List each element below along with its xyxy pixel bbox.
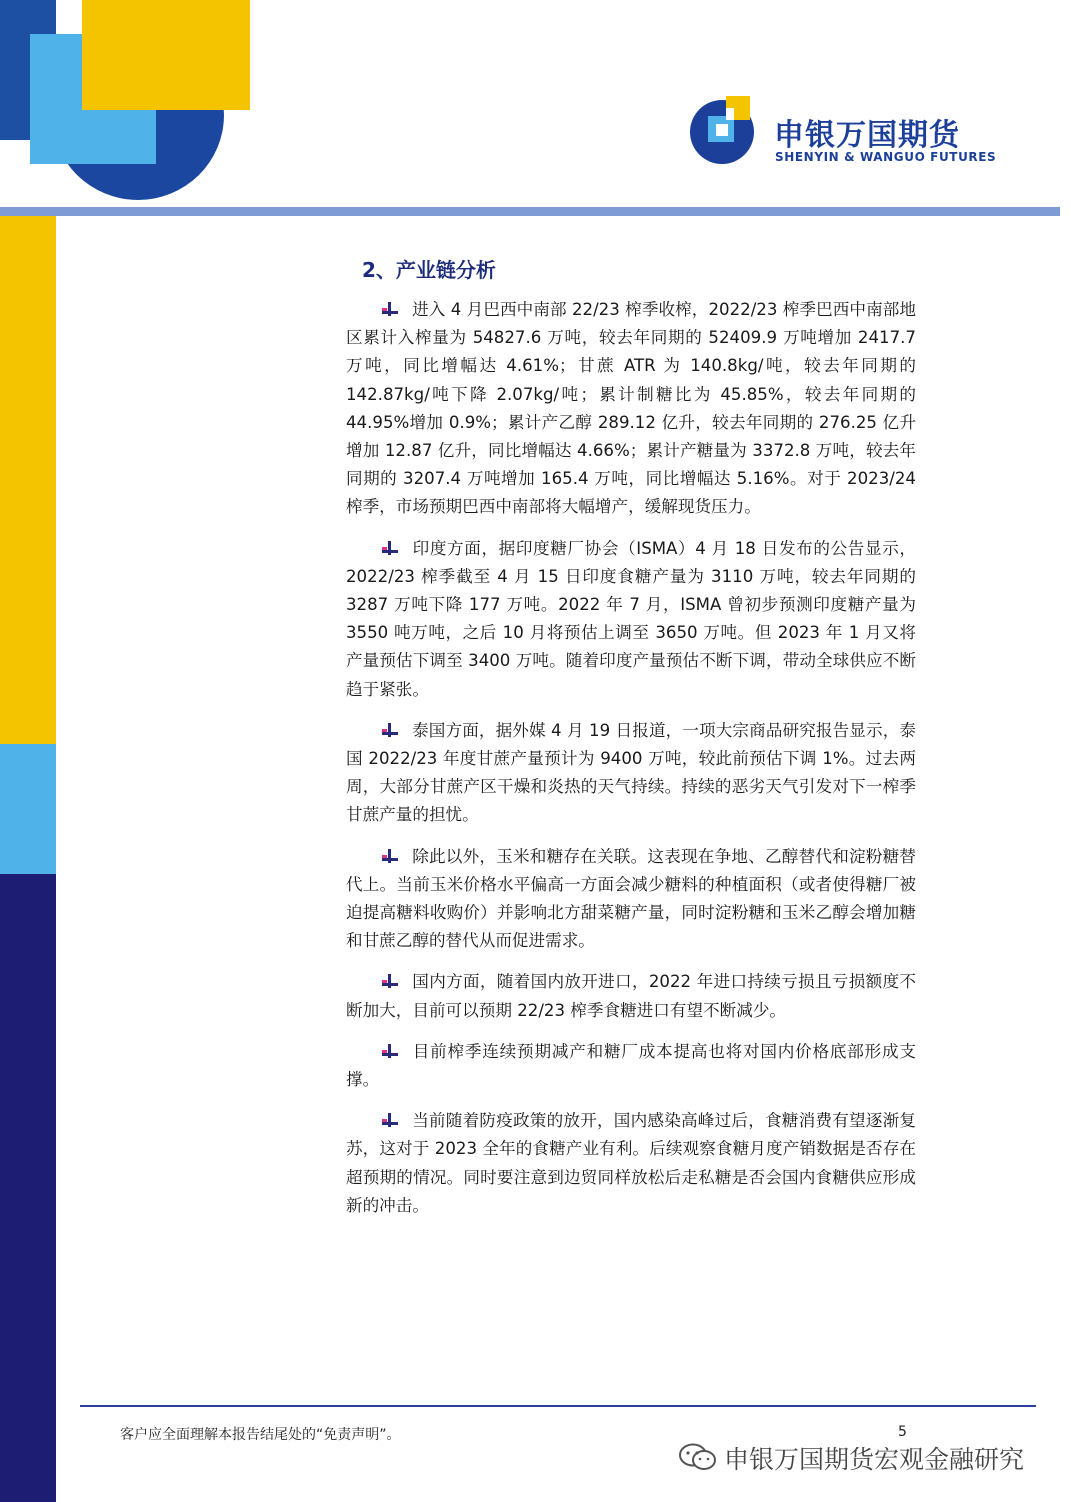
- paragraph-text: 国内方面，随着国内放开进口，2022 年进口持续亏损且亏损额度不断加大，目前可以预期 22/23 榨季食糖进口有望不断减少。: [346, 972, 916, 1020]
- paragraph-brazil: [346, 296, 916, 522]
- footer-disclaimer: 客户应全面理解本报告结尾处的“免责声明”。: [120, 1427, 401, 1443]
- wechat-icon: [678, 1442, 718, 1472]
- bullet-icon: [382, 302, 398, 316]
- logo-chinese-name: 申银万国期货: [774, 118, 960, 153]
- company-logo: [688, 94, 997, 174]
- paragraph-cost-support: [346, 1038, 916, 1094]
- paragraph-text: 当前随着防疫政策的放开，国内感染高峰过后，食糖消费有望逐渐复苏，这对于 2023 全年的食糖产业有利。后续观察食糖月度产销数据是否存在超预期的情况。同时要注意到边贸同样放松后走私糖是否会国内食糖供应形成新的冲击。: [346, 1111, 916, 1215]
- paragraph-consumption: [346, 1107, 916, 1220]
- sidebar-navy-band: [0, 874, 56, 1502]
- wechat-watermark: [678, 1440, 1048, 1474]
- wechat-account-name: 申银万国期货宏观金融研究: [724, 1445, 1025, 1474]
- paragraph-text: 泰国方面，据外媒 4 月 19 日报道，一项大宗商品研究报告显示，泰国 2022/23 年度甘蔗产量预计为 9400 万吨，较此前预估下调 1%。过去两周，大部分甘蔗产区干燥和炎热的天气持续。持续的恶劣天气引发对下一榨季甘蔗产量的担忧。: [346, 720, 916, 825]
- paragraph-text: 进入 4 月巴西中南部 22/23 榨季收榨，2022/23 榨季巴西中南部地区累计入榨量为 54827.6 万吨，较去年同期的 52409.9 万吨增加 2417.7 万吨，同比增幅达 4.61%；甘蔗 ATR 为 140.8kg/吨，较去年同期的 142.87kg/吨下降 2.07kg/吨；累计制糖比为 45.85%，较去年同期的 44.95%增加 0.9%；累计产乙醇 289.12 亿升，较去年同期的 276.25 亿升增加 12.87 亿升，同比增幅达 4.66%；累计产糖量为 3372.8 万吨，较去年同期的 3207.4 万吨增加 165.4 万吨，同比增幅达 5.16%。对于 2023/24 榨季，市场预期巴西中南部将大幅增产，缓解现货压力。: [346, 300, 916, 517]
- section-title: 2、产业链分析: [362, 258, 496, 282]
- paragraph-india: [346, 535, 916, 704]
- header-rule: [0, 207, 1060, 216]
- bullet-icon: [382, 1044, 398, 1058]
- footer-rule: [80, 1405, 1036, 1407]
- logo-english-name: SHENYIN & WANGUO FUTURES: [775, 150, 997, 164]
- paragraph-text: 目前榨季连续预期减产和糖厂成本提高也将对国内价格底部形成支撑。: [346, 1041, 916, 1090]
- sidebar-sky-band: [0, 744, 56, 874]
- page-number: 5: [898, 1424, 907, 1440]
- sidebar-gold-band: [0, 216, 56, 744]
- paragraph-text: 印度方面，据印度糖厂协会（ISMA）4 月 18 日发布的公告显示，2022/23 榨季截至 4 月 15 日印度食糖产量为 3110 万吨，较去年同期的 3287 万吨下降 177 万吨。2022 年 7 月，ISMA 曾初步预测印度糖产量为 3550 吨万吨，之后 10 月将预估上调至 3650 万吨。但 2023 年 1 月又将产量预估下调至 3400 万吨。随着印度产量预估不断下调，带动全球供应不断趋于紧张。: [346, 538, 916, 699]
- paragraph-domestic-import: [346, 968, 916, 1024]
- paragraph-thailand: [346, 717, 916, 830]
- analysis-content: [346, 296, 916, 1233]
- logo-mark-icon: [688, 94, 760, 166]
- bullet-icon: [382, 849, 398, 863]
- paragraph-corn: [346, 843, 916, 956]
- bullet-icon: [382, 974, 398, 988]
- bullet-icon: [382, 1113, 398, 1127]
- header-decoration-gold-block: [82, 0, 250, 110]
- bullet-icon: [382, 541, 398, 555]
- paragraph-text: 除此以外，玉米和糖存在关联。这表现在争地、乙醇替代和淀粉糖替代上。当前玉米价格水平偏高一方面会减少糖料的种植面积（或者使得糖厂被迫提高糖料收购价）并影响北方甜菜糖产量，同时淀粉糖和玉米乙醇会增加糖和甘蔗乙醇的替代从而促进需求。: [346, 846, 916, 951]
- bullet-icon: [382, 723, 398, 737]
